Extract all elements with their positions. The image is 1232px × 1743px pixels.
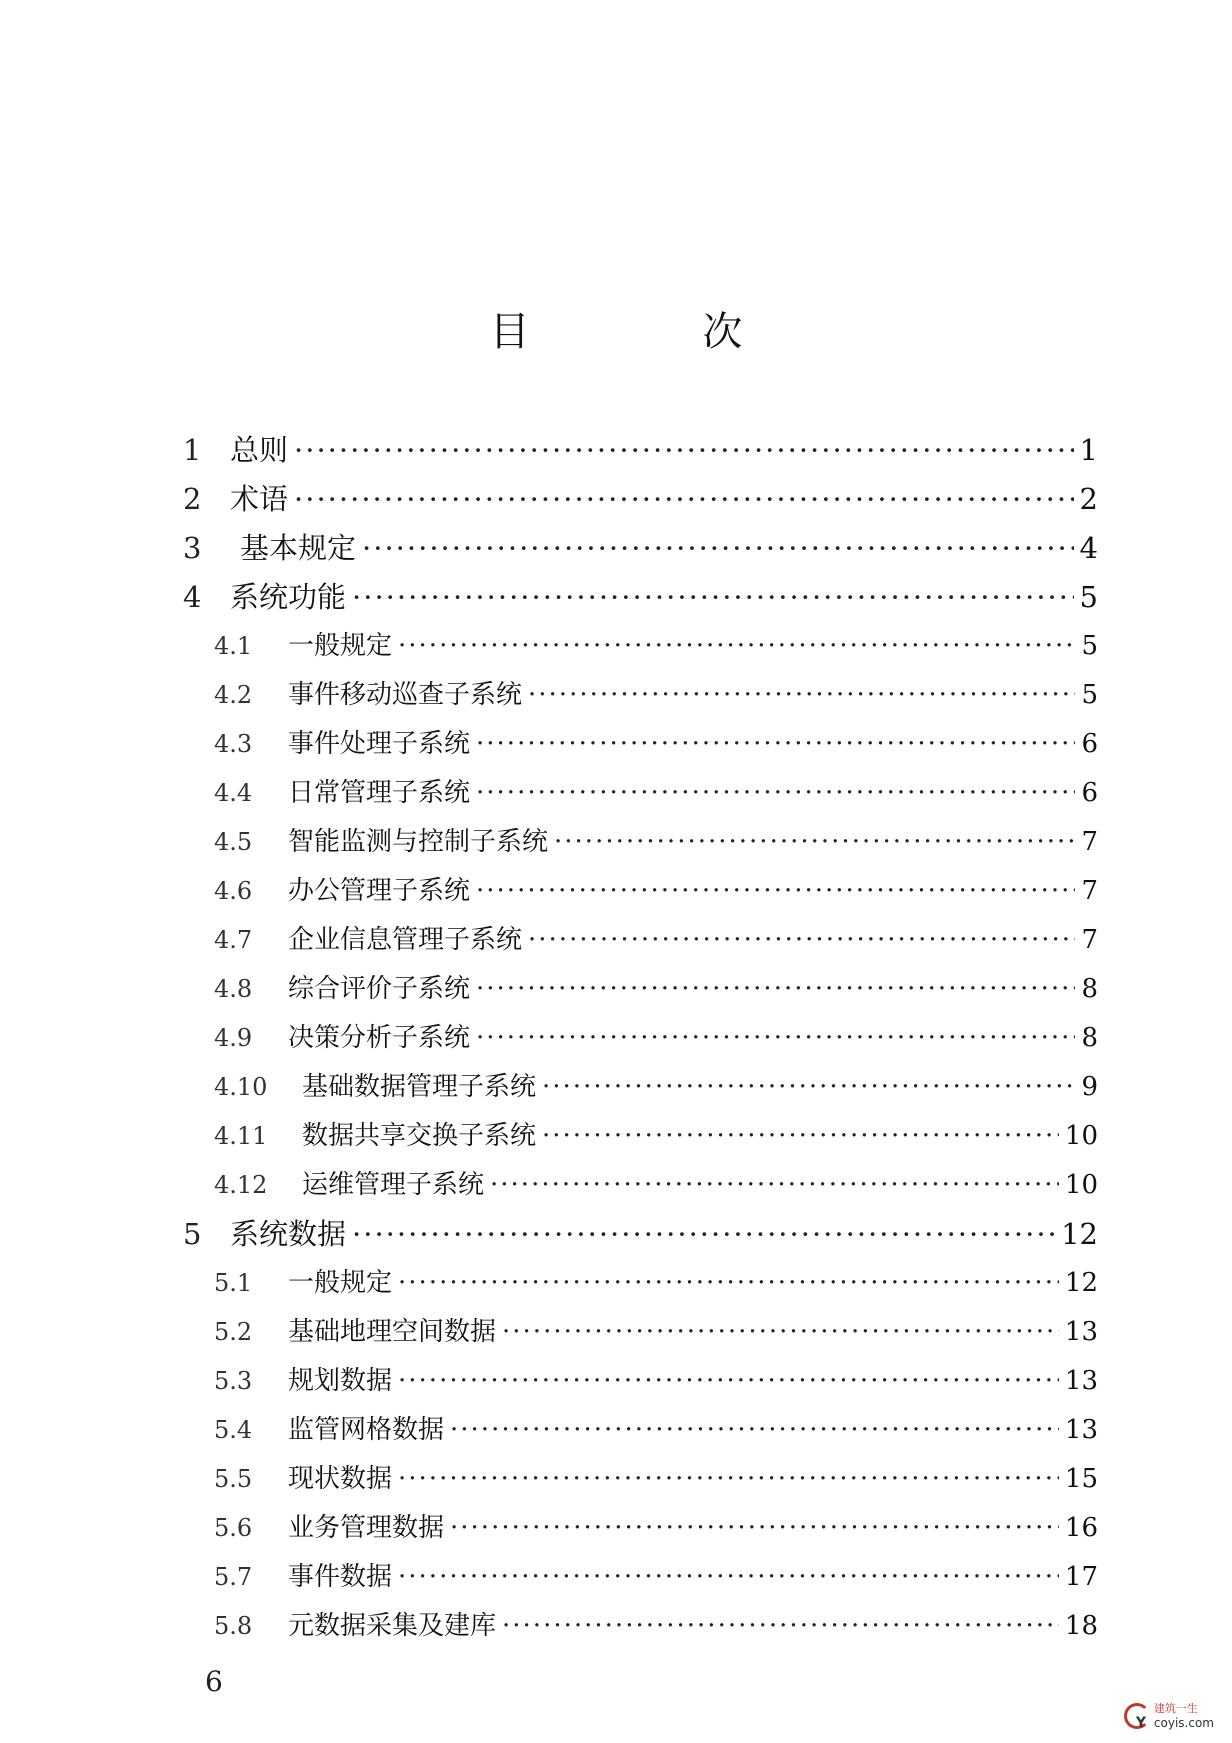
toc-number: 4.11 bbox=[214, 1122, 268, 1150]
toc-page: 6 bbox=[1081, 729, 1098, 759]
toc-entry[interactable] bbox=[214, 824, 1098, 860]
toc-label: 数据共享交换子系统 bbox=[302, 1121, 537, 1151]
toc-label: 办公管理子系统 bbox=[288, 876, 471, 906]
toc-entry[interactable] bbox=[214, 677, 1098, 713]
toc-entry[interactable] bbox=[214, 971, 1098, 1007]
toc-number: 5.5 bbox=[214, 1465, 253, 1493]
leader-dots bbox=[554, 824, 1075, 860]
leader-dots bbox=[352, 1216, 1055, 1252]
toc-number: 4.12 bbox=[214, 1171, 268, 1199]
toc-entry[interactable] bbox=[214, 1510, 1098, 1546]
toc-number: 4.7 bbox=[214, 926, 253, 954]
leader-dots bbox=[398, 1363, 1059, 1399]
toc-page: 12 bbox=[1061, 1217, 1098, 1251]
toc-number: 4 bbox=[183, 580, 202, 614]
toc-page: 5 bbox=[1081, 631, 1098, 661]
toc-entry[interactable] bbox=[214, 726, 1098, 762]
toc-number: 5.2 bbox=[214, 1318, 253, 1346]
coyis-logo-icon: Y bbox=[1122, 1701, 1150, 1731]
leader-dots bbox=[502, 1314, 1059, 1350]
toc-entry[interactable] bbox=[183, 1216, 1098, 1252]
toc-entry[interactable] bbox=[214, 628, 1098, 664]
toc-label: 系统数据 bbox=[230, 1217, 347, 1251]
toc-label: 运维管理子系统 bbox=[302, 1170, 485, 1200]
toc-label: 基础地理空间数据 bbox=[288, 1317, 497, 1347]
leader-dots bbox=[476, 775, 1075, 811]
toc-label: 智能监测与控制子系统 bbox=[288, 827, 549, 857]
toc-label: 现状数据 bbox=[288, 1464, 393, 1494]
leader-dots bbox=[398, 1461, 1059, 1497]
toc-number: 1 bbox=[183, 433, 202, 467]
leader-dots bbox=[476, 971, 1075, 1007]
toc-number: 4.1 bbox=[214, 632, 253, 660]
toc-number: 5.7 bbox=[214, 1563, 253, 1591]
toc-number: 2 bbox=[183, 482, 202, 516]
toc-entry[interactable] bbox=[214, 1559, 1098, 1595]
toc-number: 5.1 bbox=[214, 1269, 253, 1297]
leader-dots bbox=[476, 726, 1075, 762]
toc-page: 9 bbox=[1081, 1072, 1098, 1102]
toc-entry[interactable] bbox=[214, 1412, 1098, 1448]
leader-dots bbox=[542, 1069, 1075, 1105]
leader-dots bbox=[528, 922, 1075, 958]
toc-label: 企业信息管理子系统 bbox=[288, 925, 523, 955]
watermark-en: coyis.com bbox=[1153, 1716, 1214, 1730]
toc-entry[interactable] bbox=[214, 775, 1098, 811]
toc-label: 总则 bbox=[230, 433, 289, 467]
toc-number: 3 bbox=[183, 531, 202, 565]
toc-label: 术语 bbox=[230, 482, 289, 516]
toc-label: 一般规定 bbox=[288, 1268, 393, 1298]
toc-page: 1 bbox=[1079, 433, 1098, 467]
toc-page: 12 bbox=[1064, 1268, 1098, 1298]
toc-page: 8 bbox=[1081, 974, 1098, 1004]
leader-dots bbox=[362, 530, 1074, 566]
toc-number: 5 bbox=[183, 1217, 202, 1251]
toc-entry[interactable] bbox=[214, 1020, 1098, 1056]
leader-dots bbox=[476, 1020, 1075, 1056]
toc-page: 4 bbox=[1079, 531, 1098, 565]
toc-page: 5 bbox=[1079, 580, 1098, 614]
toc-page: 7 bbox=[1081, 827, 1098, 857]
toc-label: 规划数据 bbox=[288, 1366, 393, 1396]
toc-label: 监管网格数据 bbox=[288, 1415, 445, 1445]
toc-label: 事件处理子系统 bbox=[288, 729, 471, 759]
toc-page: 13 bbox=[1064, 1317, 1098, 1347]
toc-entry[interactable] bbox=[214, 1314, 1098, 1350]
toc-label: 事件移动巡查子系统 bbox=[288, 680, 523, 710]
toc-entry[interactable] bbox=[183, 530, 1098, 566]
toc-label: 事件数据 bbox=[288, 1562, 393, 1592]
toc-number: 5.3 bbox=[214, 1367, 253, 1395]
leader-dots bbox=[398, 628, 1075, 664]
toc-number: 4.5 bbox=[214, 828, 253, 856]
toc-label: 综合评价子系统 bbox=[288, 974, 471, 1004]
toc-entry[interactable] bbox=[214, 1167, 1098, 1203]
toc-number: 4.2 bbox=[214, 681, 253, 709]
toc-entry[interactable] bbox=[183, 481, 1098, 517]
toc-page: 13 bbox=[1064, 1366, 1098, 1396]
toc-number: 4.9 bbox=[214, 1024, 253, 1052]
toc-entry[interactable] bbox=[214, 922, 1098, 958]
toc-page: 13 bbox=[1064, 1415, 1098, 1445]
toc-label: 业务管理数据 bbox=[288, 1513, 445, 1543]
toc-entry[interactable] bbox=[214, 1608, 1098, 1644]
toc-number: 4.3 bbox=[214, 730, 253, 758]
toc-label: 基本规定 bbox=[240, 531, 357, 565]
toc-page: 10 bbox=[1064, 1170, 1098, 1200]
toc-number: 4.4 bbox=[214, 779, 253, 807]
leader-dots bbox=[352, 579, 1074, 615]
toc-number: 4.6 bbox=[214, 877, 253, 905]
leader-dots bbox=[294, 481, 1074, 517]
toc-page: 8 bbox=[1081, 1023, 1098, 1053]
toc-entry[interactable] bbox=[214, 1265, 1098, 1301]
toc-page: 17 bbox=[1064, 1562, 1098, 1592]
toc-page: 5 bbox=[1081, 680, 1098, 710]
toc-number: 5.8 bbox=[214, 1612, 253, 1640]
toc-number: 5.6 bbox=[214, 1514, 253, 1542]
toc-page: 2 bbox=[1079, 482, 1098, 516]
leader-dots bbox=[502, 1608, 1059, 1644]
leader-dots bbox=[490, 1167, 1059, 1203]
leader-dots bbox=[398, 1559, 1059, 1595]
watermark bbox=[1122, 1701, 1214, 1731]
toc-entry[interactable] bbox=[214, 1118, 1098, 1154]
leader-dots bbox=[294, 432, 1074, 468]
toc-label: 日常管理子系统 bbox=[288, 778, 471, 808]
watermark-cn: 建筑一生 bbox=[1153, 1702, 1198, 1715]
toc-entry[interactable] bbox=[214, 1461, 1098, 1497]
toc-label: 元数据采集及建库 bbox=[288, 1611, 497, 1641]
toc-page: 6 bbox=[1081, 778, 1098, 808]
page-title: 目 次 bbox=[489, 309, 823, 355]
page-number: 6 bbox=[205, 1665, 223, 1698]
toc-page: 15 bbox=[1064, 1464, 1098, 1494]
toc-number: 4.8 bbox=[214, 975, 253, 1003]
toc-page: 10 bbox=[1064, 1121, 1098, 1151]
toc-number: 5.4 bbox=[214, 1416, 253, 1444]
toc-page: 7 bbox=[1081, 925, 1098, 955]
toc-page: 16 bbox=[1064, 1513, 1098, 1543]
leader-dots bbox=[528, 677, 1075, 713]
leader-dots bbox=[542, 1118, 1059, 1154]
toc-page: 7 bbox=[1081, 876, 1098, 906]
toc-label: 基础数据管理子系统 bbox=[302, 1072, 537, 1102]
leader-dots bbox=[398, 1265, 1059, 1301]
toc-page: 18 bbox=[1064, 1611, 1098, 1641]
leader-dots bbox=[450, 1412, 1059, 1448]
toc-label: 系统功能 bbox=[230, 580, 347, 614]
toc-entry[interactable] bbox=[214, 1069, 1098, 1105]
toc-entry[interactable] bbox=[214, 873, 1098, 909]
leader-dots bbox=[476, 873, 1075, 909]
toc-label: 决策分析子系统 bbox=[288, 1023, 471, 1053]
toc-number: 4.10 bbox=[214, 1073, 268, 1101]
toc-entry[interactable] bbox=[183, 579, 1098, 615]
leader-dots bbox=[450, 1510, 1059, 1546]
toc-entry[interactable] bbox=[214, 1363, 1098, 1399]
toc-label: 一般规定 bbox=[288, 631, 393, 661]
toc-entry[interactable] bbox=[183, 432, 1098, 468]
